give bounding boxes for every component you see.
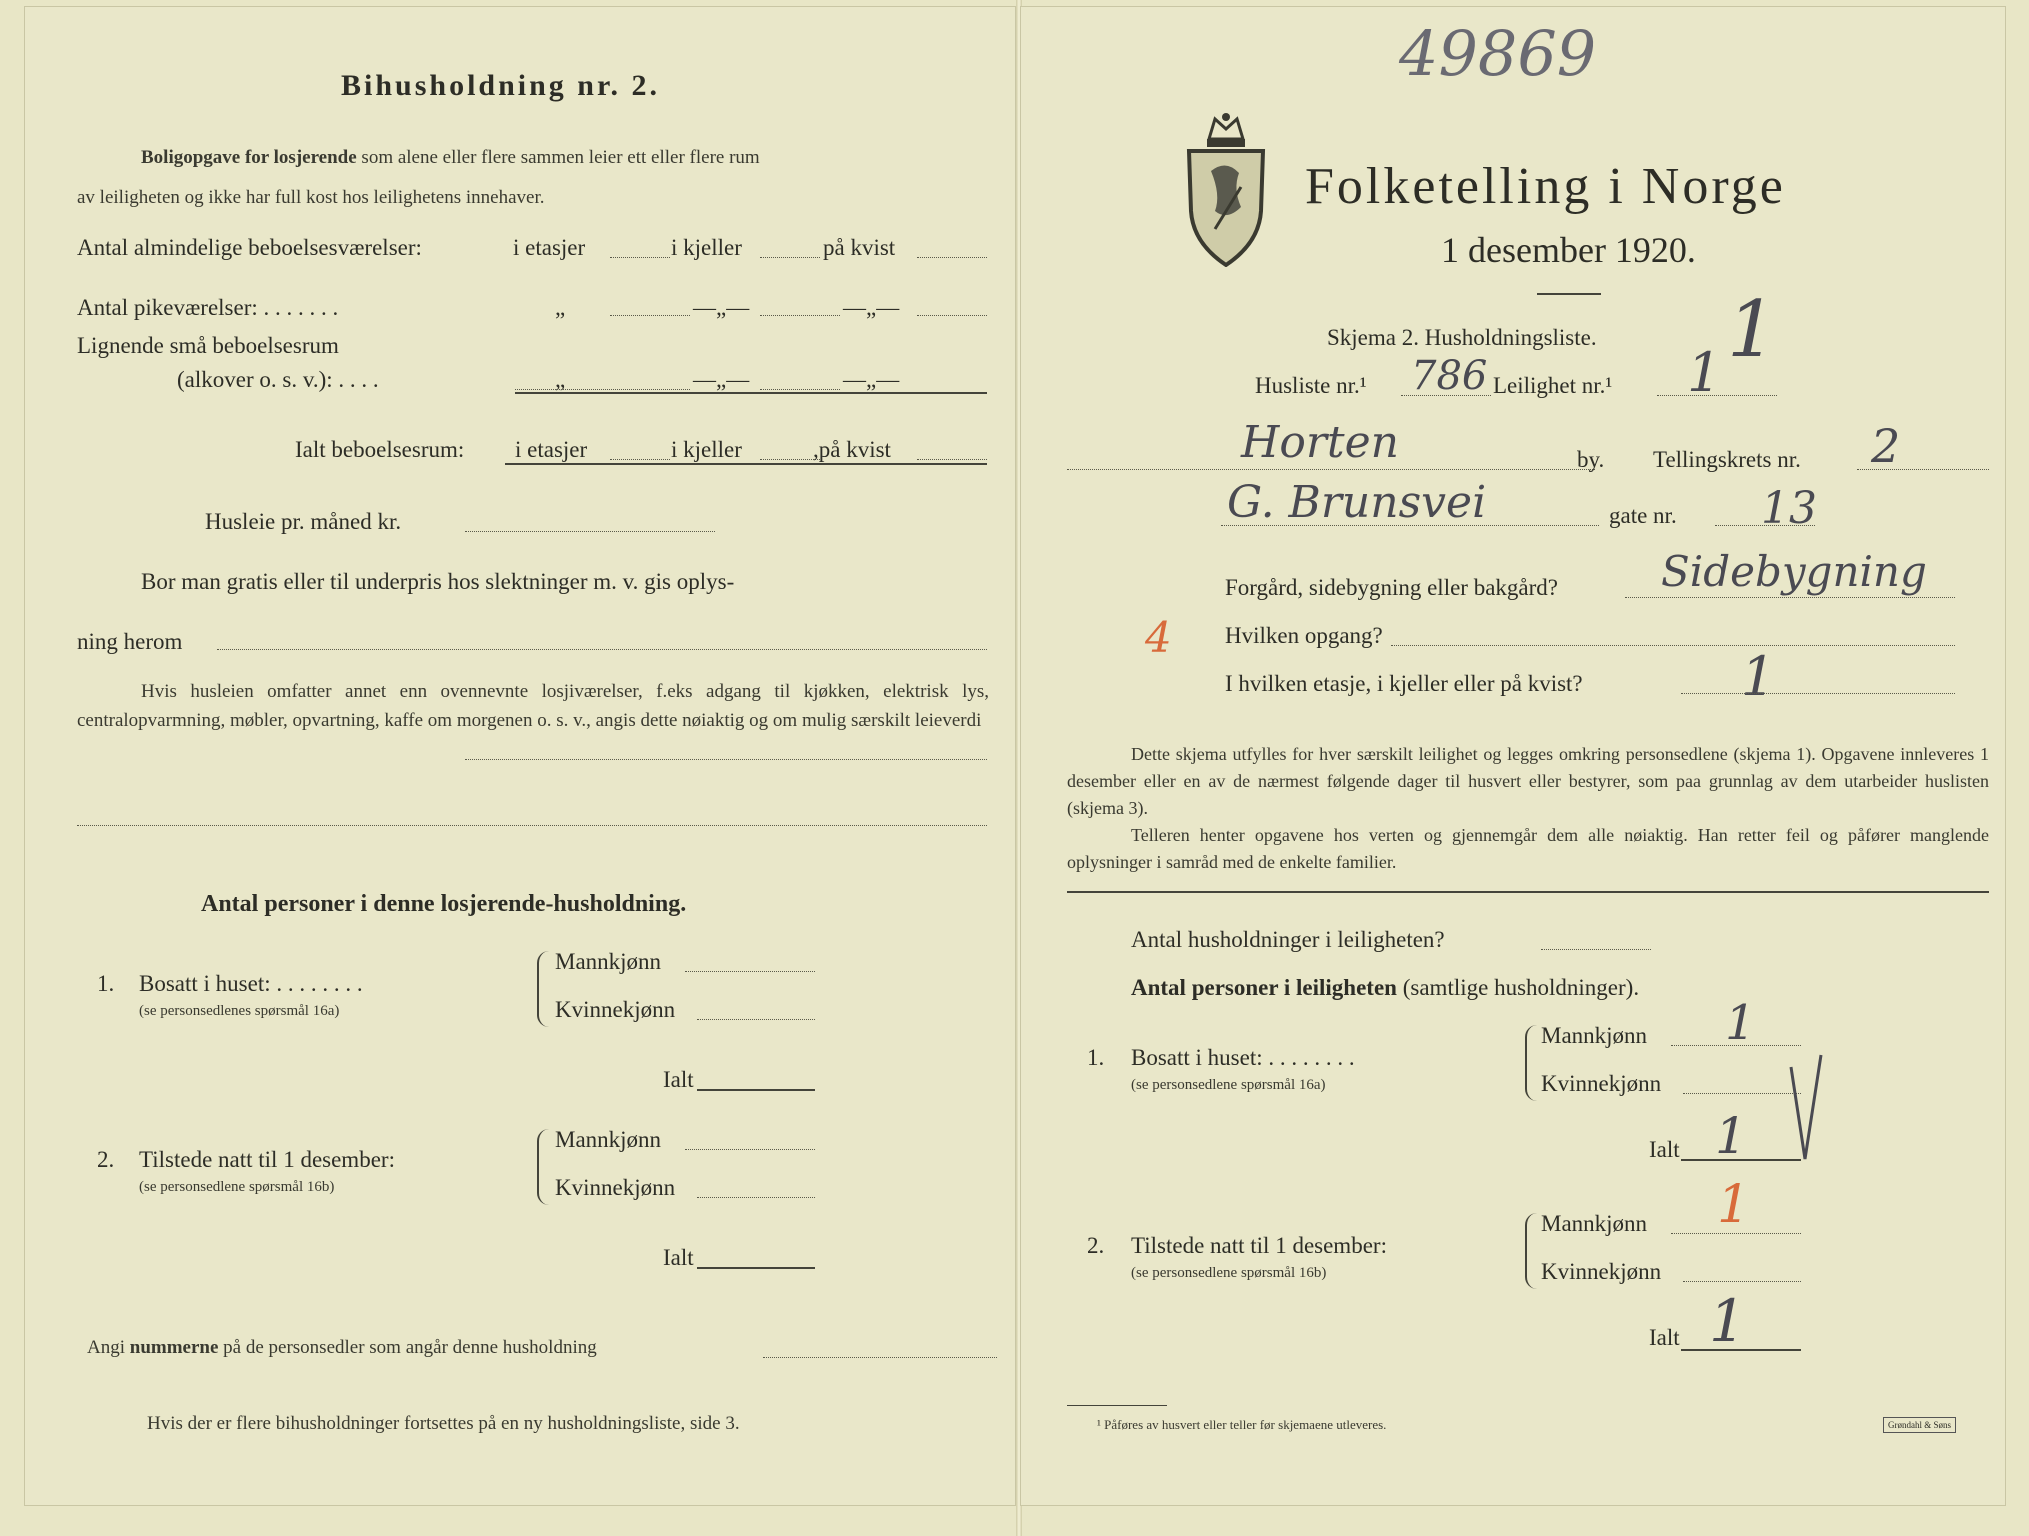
households-label: Antal husholdninger i leiligheten? xyxy=(1131,927,1445,952)
r-q2-female: Kvinnekjønn xyxy=(1541,1259,1662,1284)
rooms-attic: på kvist xyxy=(823,235,896,260)
q1-num: 1. xyxy=(97,971,115,996)
schema-hw: 1 xyxy=(1727,285,1777,375)
r-q2-male-hw: 1 xyxy=(1717,1175,1751,1235)
intro-rest: som alene eller flere sammen leier ett eller flere rum xyxy=(361,147,760,168)
rooms-floors: i etasjer xyxy=(513,235,586,260)
check-mark-icon xyxy=(1787,1047,1827,1167)
left-title: Bihusholdning nr. 2. xyxy=(341,69,661,102)
left-page xyxy=(24,6,1016,1506)
etasje-hw: 1 xyxy=(1741,645,1776,708)
by-label: by. xyxy=(1577,447,1605,472)
small-cellar-field[interactable] xyxy=(760,389,840,390)
r-q2-label: Tilstede natt til 1 desember: xyxy=(1131,1233,1387,1258)
r-q1-label: Bosatt i huset: . . . . . . . . xyxy=(1131,1045,1355,1070)
maid-attic-field[interactable] xyxy=(917,315,987,316)
total-attic: ,på kvist xyxy=(813,437,891,462)
small-ditto-1: „ xyxy=(555,367,566,392)
free-line-2: ning herom xyxy=(77,629,183,654)
households-field[interactable] xyxy=(1541,949,1651,950)
husliste-hw: 786 xyxy=(1411,353,1488,399)
etasje-field[interactable] xyxy=(1681,693,1955,694)
r-q1-male-field[interactable] xyxy=(1671,1045,1801,1046)
numbers-field[interactable] xyxy=(763,1357,997,1358)
q1-female: Kvinnekjønn xyxy=(555,997,676,1022)
r-q2-num: 2. xyxy=(1087,1233,1105,1258)
leilighet-label: Leilighet nr.¹ xyxy=(1493,373,1613,398)
r-q1-total-hw: 1 xyxy=(1715,1107,1747,1165)
rent-includes-text: Hvis husleien omfatter annet enn ovennevnte losjiværelser, f.eks adgang til kjøkken, elektrisk lys, centralopvarmning, møbler, opvartning, kaffe om morgenen o. s. v., angis dette nøiaktig og om mulig særskilt leieverdi xyxy=(77,681,989,731)
q2-brace xyxy=(537,1129,549,1205)
q1-female-field[interactable] xyxy=(697,1019,815,1020)
r-q1-brace xyxy=(1525,1025,1537,1101)
rent-label: Husleie pr. måned kr. xyxy=(205,509,402,534)
right-title: Folketelling i Norge xyxy=(1305,158,1786,215)
krets-field[interactable] xyxy=(1857,469,1989,470)
maid-floors-field[interactable] xyxy=(610,315,690,316)
rooms-cellar: i kjeller xyxy=(671,235,742,260)
persons-line xyxy=(1131,975,1639,1001)
r-q2-female-field[interactable] xyxy=(1683,1281,1801,1282)
q1-label: Bosatt i huset: . . . . . . . . xyxy=(139,971,363,996)
footnote-rule xyxy=(1067,1405,1167,1406)
q1-total-field[interactable] xyxy=(697,1089,815,1091)
maid-cellar-field[interactable] xyxy=(760,315,840,316)
instructions-1: Dette skjema utfylles for hver særskilt leilighet og legges omkring personsedlene (skjema 1). Opgavene innleveres 1 desember eller en av de nærmest følgende dager til husvert eller bestyrer, som paa grunnlag av dem utarbeider huslisten (skjema 3). xyxy=(1067,744,1989,818)
maid-rooms-label: Antal pikeværelser: . . . . . . . xyxy=(77,295,339,320)
norway-coat-of-arms-icon xyxy=(1181,111,1271,267)
r-q2-total: Ialt xyxy=(1649,1325,1680,1350)
r-q1-total-field[interactable] xyxy=(1681,1159,1801,1161)
total-attic-field[interactable] xyxy=(917,459,987,460)
archive-number: 49869 xyxy=(1399,17,1597,90)
q1-male-field[interactable] xyxy=(685,971,815,972)
r-q1-total: Ialt xyxy=(1649,1137,1680,1162)
census-date: 1 desember 1920. xyxy=(1441,230,1696,270)
intro-line-1 xyxy=(141,147,760,169)
continue-note: Hvis der er flere bihusholdninger fortsettes på en ny husholdningsliste, side 3. xyxy=(147,1413,740,1434)
maid-ditto-2: —„— xyxy=(693,295,750,320)
subtotal-rule xyxy=(515,392,987,394)
q2-male-field[interactable] xyxy=(685,1149,815,1150)
total-rule xyxy=(505,463,987,465)
numbers-pre: Angi xyxy=(87,1337,125,1358)
instructions-rule xyxy=(1067,891,1989,893)
gate-label: gate nr. xyxy=(1609,503,1677,528)
q1-total: Ialt xyxy=(663,1067,694,1092)
city-field[interactable] xyxy=(1067,469,1595,470)
small-rooms-label-2: (alkover o. s. v.): . . . . xyxy=(177,367,379,392)
r-q1-male: Mannkjønn xyxy=(1541,1023,1648,1048)
q2-male: Mannkjønn xyxy=(555,1127,662,1152)
forgard-label: Forgård, sidebygning eller bakgård? xyxy=(1225,575,1558,600)
q2-sub: (se personsedlene spørsmål 16b) xyxy=(139,1179,335,1195)
intro-bold: Boligopgave for losjerende xyxy=(141,147,357,168)
persons-heading: Antal personer i denne losjerende-husholdning. xyxy=(201,891,687,917)
total-floors: i etasjer xyxy=(515,437,588,462)
r-q2-male-field[interactable] xyxy=(1671,1233,1801,1234)
r-q1-sub: (se personsedlene spørsmål 16a) xyxy=(1131,1077,1326,1093)
title-rule xyxy=(1537,293,1601,295)
r-q2-sub: (se personsedlene spørsmål 16b) xyxy=(1131,1265,1327,1281)
opgang-field[interactable] xyxy=(1391,645,1955,646)
gate-hw: 13 xyxy=(1761,483,1817,534)
r-q2-total-hw: 1 xyxy=(1709,1287,1746,1355)
q2-total-field[interactable] xyxy=(697,1267,815,1269)
rooms-attic-field[interactable] xyxy=(917,257,987,258)
opgang-label: Hvilken opgang? xyxy=(1225,623,1383,648)
r-q1-num: 1. xyxy=(1087,1045,1105,1070)
forgard-hw: Sidebygning xyxy=(1661,547,1927,596)
free-line-1: Bor man gratis eller til underpris hos slektninger m. v. gis oplys- xyxy=(141,569,735,594)
numbers-bold: nummerne xyxy=(129,1337,219,1358)
schema-label: Skjema 2. Husholdningsliste. xyxy=(1327,325,1597,350)
footnote: ¹ Påføres av husvert eller teller før skjemaene utleveres. xyxy=(1097,1417,1387,1432)
q2-female: Kvinnekjønn xyxy=(555,1175,676,1200)
r-q2-brace xyxy=(1525,1213,1537,1289)
r-q1-female-field[interactable] xyxy=(1683,1093,1801,1094)
etasje-label: I hvilken etasje, i kjeller eller på kvist? xyxy=(1225,671,1583,696)
city-hw: Horten xyxy=(1241,417,1399,468)
r-q2-male: Mannkjønn xyxy=(1541,1211,1648,1236)
rent-includes-field-2[interactable] xyxy=(77,825,987,826)
q1-brace xyxy=(537,951,549,1027)
numbers-post: på de personsedler som angår denne husholdning xyxy=(223,1337,597,1358)
q2-female-field[interactable] xyxy=(697,1197,815,1198)
leilighet-field[interactable] xyxy=(1657,395,1777,396)
gate-field[interactable] xyxy=(1715,525,1815,526)
small-ditto-3: —„— xyxy=(843,367,900,392)
r-q1-male-hw: 1 xyxy=(1725,995,1756,1051)
rooms-floors-field[interactable] xyxy=(610,257,670,258)
printer-stamp: Grøndahl & Søns xyxy=(1883,1417,1956,1433)
rent-includes-field[interactable] xyxy=(465,759,987,760)
q2-num: 2. xyxy=(97,1147,115,1172)
q2-total: Ialt xyxy=(663,1245,694,1270)
instructions-2: Telleren henter opgavene hos verten og gjennemgår dem alle nøiaktig. Han retter feil og påfører manglende oplysninger i samråd med de enkelte familier. xyxy=(1067,825,1989,872)
street-field[interactable] xyxy=(1221,525,1599,526)
small-ditto-2: —„— xyxy=(693,367,750,392)
husliste-label: Husliste nr.¹ xyxy=(1255,373,1367,398)
total-rooms-label: Ialt beboelsesrum: xyxy=(295,437,465,462)
rent-field[interactable] xyxy=(465,531,715,532)
q1-male: Mannkjønn xyxy=(555,949,662,974)
krets-hw: 2 xyxy=(1871,419,1901,473)
rooms-label: Antal almindelige beboelsesværelser: xyxy=(77,235,422,260)
total-cellar: i kjeller xyxy=(671,437,742,462)
rooms-cellar-field[interactable] xyxy=(760,257,820,258)
r-q2-total-field[interactable] xyxy=(1681,1349,1801,1351)
right-page xyxy=(1020,6,2006,1506)
maid-ditto-3: —„— xyxy=(843,295,900,320)
q2-label: Tilstede natt til 1 desember: xyxy=(139,1147,395,1172)
opgang-mark-hw: 4 xyxy=(1145,613,1172,662)
q1-sub: (se personsedlenes spørsmål 16a) xyxy=(139,1003,340,1019)
total-cellar-field[interactable] xyxy=(760,459,820,460)
total-floors-field[interactable] xyxy=(610,459,670,460)
maid-ditto-1: „ xyxy=(555,295,566,320)
street-hw: G. Brunsvei xyxy=(1227,477,1487,528)
r-q1-female: Kvinnekjønn xyxy=(1541,1071,1662,1096)
krets-label: Tellingskrets nr. xyxy=(1653,447,1801,472)
free-field[interactable] xyxy=(217,649,987,650)
forgard-field[interactable] xyxy=(1625,597,1955,598)
small-rooms-label-1: Lignende små beboelsesrum xyxy=(77,333,339,358)
numbers-line xyxy=(87,1337,597,1359)
small-floors-field[interactable] xyxy=(515,389,690,390)
persons-rest: (samtlige husholdninger). xyxy=(1402,975,1640,1000)
husliste-field[interactable] xyxy=(1401,395,1491,396)
leilighet-hw: 1 xyxy=(1687,341,1722,404)
persons-bold: Antal personer i leiligheten xyxy=(1131,975,1397,1000)
intro-line-2: av leiligheten og ikke har full kost hos leilighetens innehaver. xyxy=(77,187,545,208)
